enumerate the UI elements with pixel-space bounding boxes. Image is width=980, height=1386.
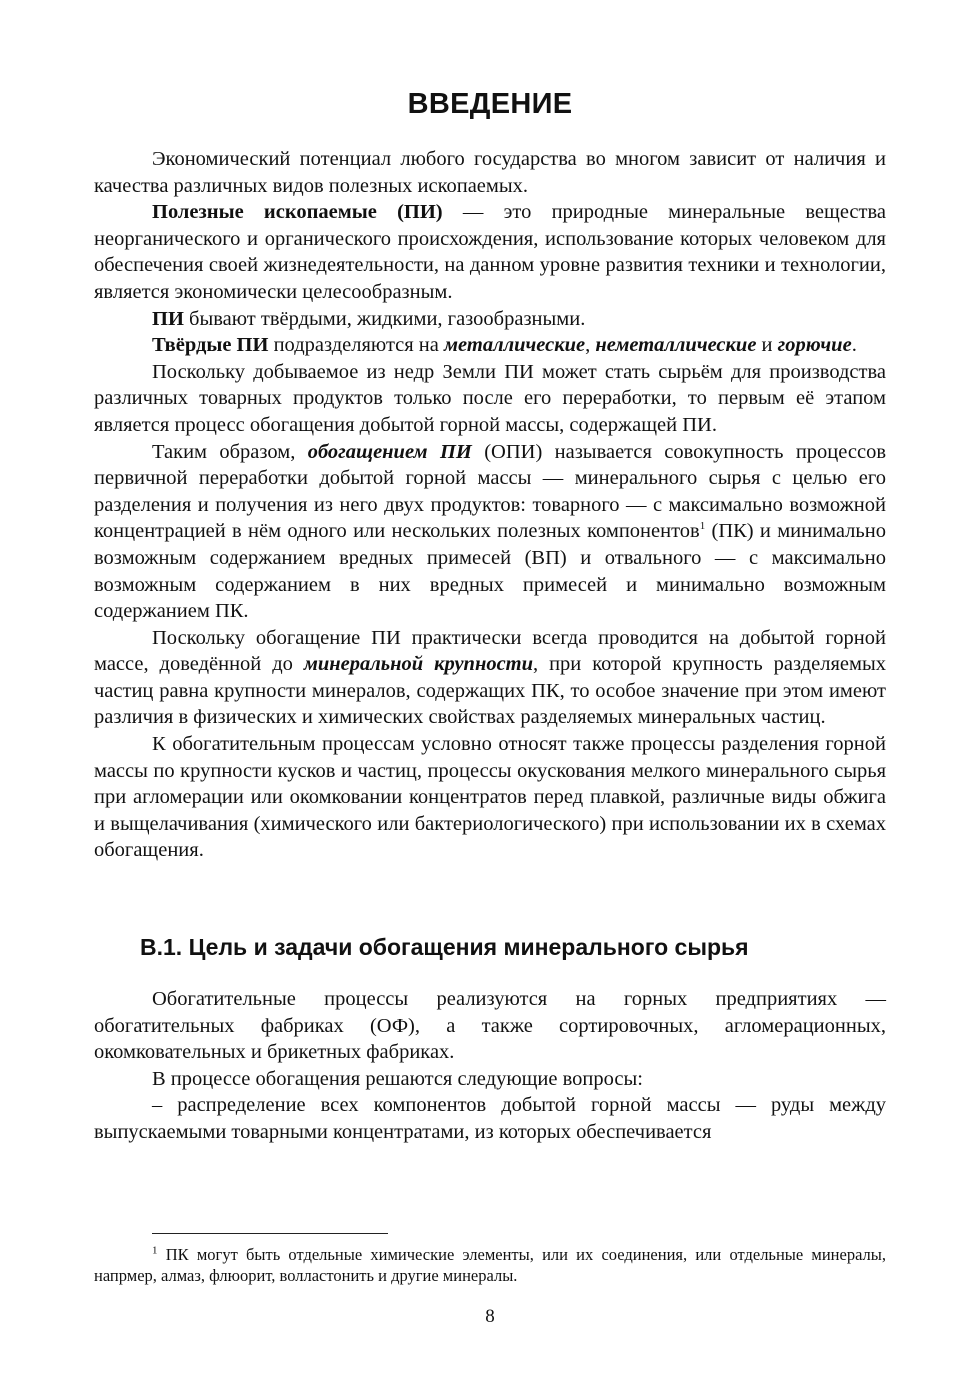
term-pi: Полезные ископаемые (ПИ) (152, 201, 443, 224)
term-pi-short: ПИ (152, 307, 184, 330)
section-heading: В.1. Цель и задачи обогащения минерального сырья (140, 934, 749, 960)
term-mineral-size: минеральной крупности (303, 653, 534, 676)
section-paragraph-2: В процессе обогащения решаются следующие вопросы: (152, 1067, 643, 1090)
term-nonmetallic: неметаллические (595, 334, 757, 357)
section-list-item: – распределение всех компонентов добытой горной массы — руды между выпускаемыми товарными концентратами, из которых обеспечивается (94, 1094, 886, 1143)
page-number: 8 (485, 1306, 495, 1327)
intro-paragraph-1: Экономический потенциал любого государства во многом зависит от наличия и качества различных видов полезных ископаемых. (94, 148, 886, 197)
intro-paragraph-8: К обогатительным процессам условно относят также процессы разделения горной массы по крупности кусков и частиц, процессы окускования мелкого минерального сырья при агломерации или окомковании концентратов перед плавкой, различные виды обжига и выщелачивания (химического или бактериологического) при использовании их в схемах обогащения. (94, 733, 886, 862)
term-combustible: горючие (777, 334, 852, 357)
intro-paragraph-5: Поскольку добываемое из недр Земли ПИ может стать сырьём для производства различных товарных продуктов только после его переработки, то первым её этапом является процесс обогащения добытой горной массы, содержащей ПИ. (94, 360, 886, 436)
footnote-divider (152, 1233, 388, 1234)
footnote (94, 1244, 886, 1286)
footnote-text: ПК могут быть отдельные химические элементы, или их соединения, или отдельные минералы, напрмер, алмаз, флюорит, волластонить и другие минералы. (94, 1245, 886, 1285)
intro-paragraph-2: Полезные ископаемые (ПИ) — это природные минеральные вещества неорганического и органического происхождения, использование которых человеком для обеспечения своей жизнедеятельности, на данном уровне развития техники и технологии, является экономически целесообразным. (94, 201, 886, 303)
intro-body (94, 146, 886, 864)
term-metallic: металлические (444, 334, 586, 357)
term-solid-pi: Твёрдые ПИ (152, 334, 269, 357)
chapter-title: ВВЕДЕНИЕ (407, 88, 573, 120)
intro-paragraph-7: Поскольку обогащение ПИ практически всегда проводится на добытой горной массе, доведённой до минеральной крупности, при которой крупность разделяемых частиц равна крупности минералов, содержащих ПК, то особое значение при этом имеют различия в физических и химических свойствах разделяемых минеральных частиц. (94, 626, 886, 729)
footnote-mark: 1 (152, 1244, 158, 1257)
intro-paragraph-4: Твёрдые ПИ подразделяются на металлические, неметаллические и горючие. (152, 334, 857, 357)
footnote-reference[interactable]: 1 (699, 520, 706, 533)
section-paragraph-1: Обогатительные процессы реализуются на горных предприятиях — обогатительных фабриках (ОФ), а также сортировочных, агломерационных, окомковательных и брикетных фабриках. (94, 988, 886, 1064)
intro-paragraph-6: Таким образом, обогащением ПИ (ОПИ) называется совокупность процессов первичной переработки добытой горной массы — минерального сырья с целью его разделения и получения из него двух продуктов: товарного — с максимально возможной концентрацией в нём одного или нескольких полезных компонентов$^1$ (ПК) и минимально возможным содержанием вредных примесей (ВП) и отвального — с максимально возможным содержанием в них вредных примесей и минимально возможным содержанием ПК. (94, 440, 886, 623)
intro-paragraph-3: ПИ бывают твёрдыми, жидкими, газообразными. (152, 307, 586, 330)
term-beneficiation: обогащением ПИ (307, 440, 472, 463)
section-body (94, 986, 886, 1146)
